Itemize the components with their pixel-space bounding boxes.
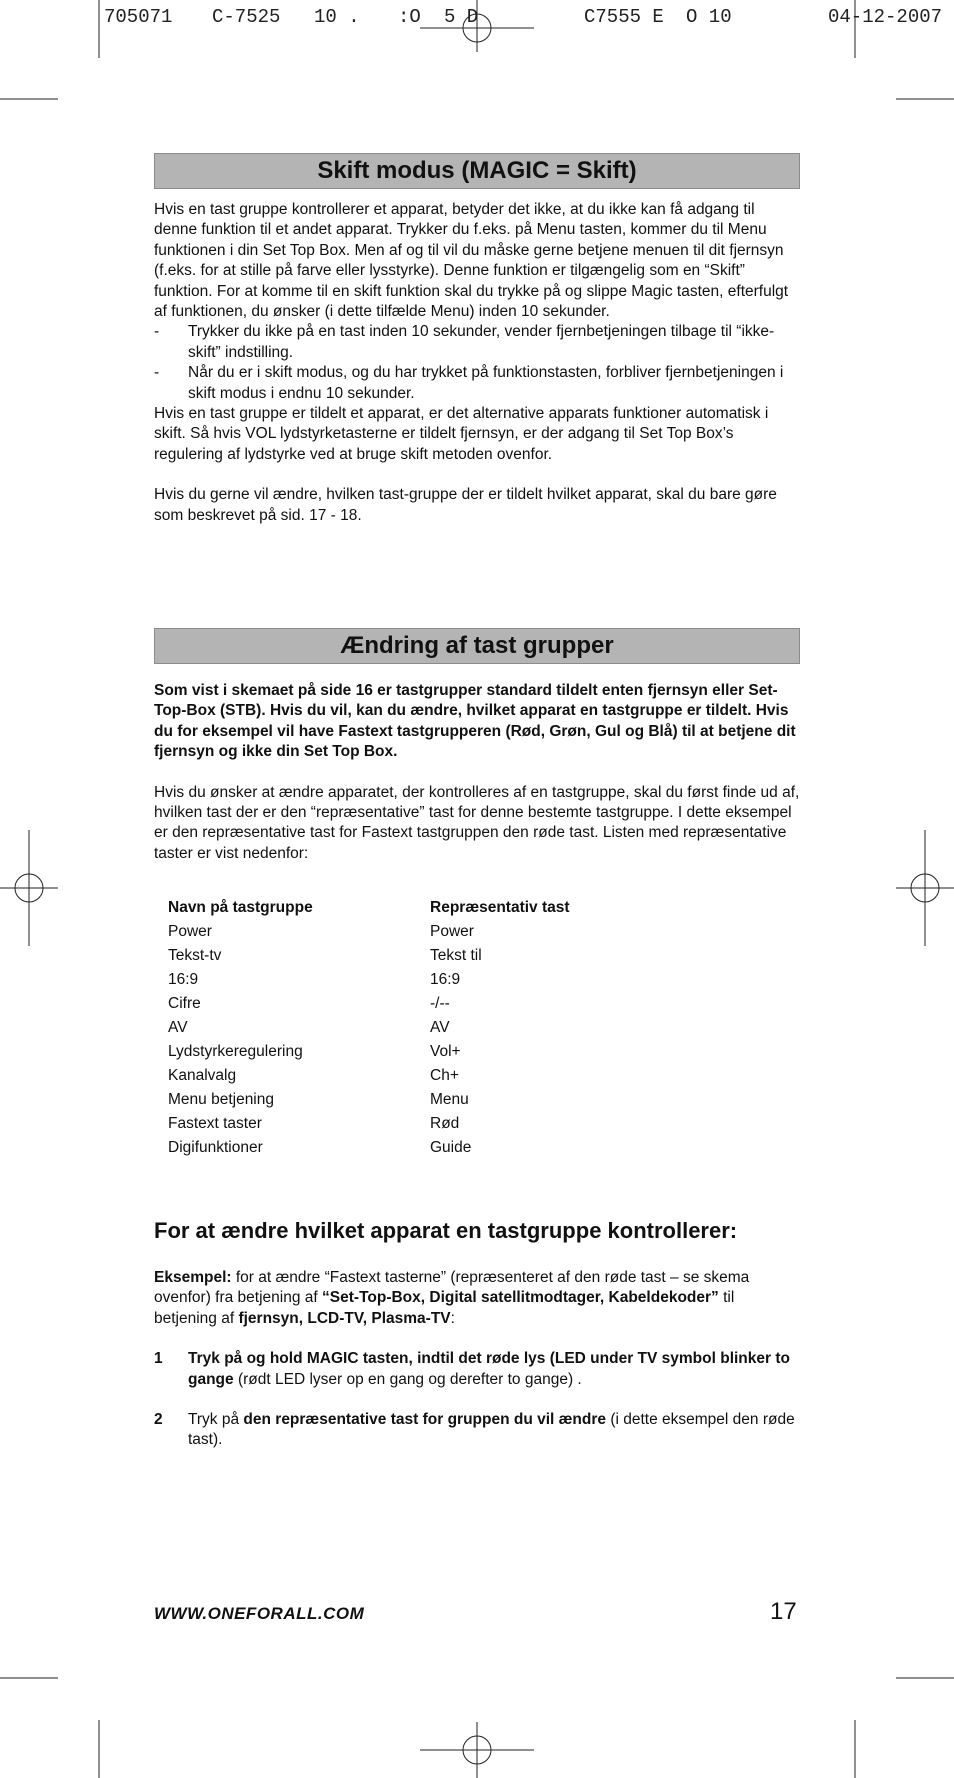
step-text [188,1410,800,1451]
table-cell: 16:9 [430,971,461,988]
section-title-skift-modus: Skift modus (MAGIC = Skift) [154,153,800,189]
table-cell: Fastext taster [168,1115,262,1132]
step-plain-text: Tryk på [188,1411,244,1429]
section1-body [154,200,800,526]
step-bold-text: Tryk på og hold MAGIC tasten, indtil det røde lys (LED under TV symbol blinker to gange [188,1350,790,1388]
header-frag3: O 10 [686,6,732,28]
step-item [154,1410,800,1451]
table-cell: Tekst til [430,947,482,964]
table-cell: Tekst-tv [168,947,222,964]
header-num: 10 . [314,6,360,28]
step-number: 1 [154,1350,163,1368]
section2-intro: Som vist i skemaet på side 16 er tastgrupper standard tildelt enten fjernsyn eller Set-Top-Box (STB). Hvis du vil, kan du ændre, hvilket apparat en tastgruppe er tildelt. Hvis du for eksempel vil have Fastext tastgrupperen (Rød, Grøn, Gul og Blå) til at betjene dit fjernsyn og ikke din Set Top Box. [154,682,796,761]
table-cell: Power [430,923,474,940]
table-header-cell: Navn på tastgruppe [168,899,313,916]
page-number: 17 [770,1598,797,1625]
example-bold-text: “Set-Top-Box, Digital satellitmodtager, Kabeldekoder” [322,1289,719,1307]
example-paragraph [154,1268,800,1329]
table-cell: -/-- [430,995,450,1012]
bullet-item: - Trykker du ikke på en tast inden 10 sekunder, vender fjernbetjeningen tilbage til “ikke-skift” indstilling. [154,322,800,363]
table-cell: Rød [430,1115,460,1132]
section1-para2: Hvis en tast gruppe er tildelt et apparat, er det alternative apparats funktioner automatisk i skift. Så hvis VOL lydstyrketasterne er tildelt fjernsyn, er der adgang til Set Top Box’s regulering af lydstyrke ved at bruge skift metoden ovenfor. [154,405,769,463]
step-plain-text: (i dette eksempel den røde tast). [188,1411,795,1449]
table-header-cell: Repræsentativ tast [430,899,570,916]
table-cell: Power [168,923,212,940]
step-number: 2 [154,1411,163,1429]
table-row [168,1112,690,1136]
step-item [154,1349,800,1390]
section-title-aendring: Ændring af tast grupper [154,628,800,664]
table-header-row [168,896,690,920]
table-cell: AV [168,1019,188,1036]
table-cell: Ch+ [430,1067,459,1084]
example-bold-text: fjernsyn, LCD-TV, Plasma-TV [238,1309,451,1327]
table-row [168,1040,690,1064]
example-text: til betjening af [154,1289,735,1327]
bullet-item: - Når du er i skift modus, og du har trykket på funktionstasten, forbliver fjernbetjeningen i skift modus i endnu 10 sekunder. [154,363,800,404]
header-date: 04-12-2007 [828,6,943,28]
step-text [188,1349,800,1390]
section1-para3: Hvis du gerne vil ændre, hvilken tast-gruppe der er tildelt hvilket apparat, skal du bare gøre som beskrevet på sid. 17 - 18. [154,486,777,524]
example-text: : [450,1309,455,1327]
section3-heading: For at ændre hvilket apparat en tastgruppe kontrollerer: [154,1218,738,1243]
header-code: 705071 [104,6,173,28]
footer-url: WWW.ONEFORALL.COM [154,1604,365,1623]
table-cell: Cifre [168,995,201,1012]
header-frag: :O [398,6,421,28]
table-row [168,920,690,944]
table-cell: Digifunktioner [168,1139,263,1156]
section2-para: Hvis du ønsker at ændre apparatet, der kontrolleres af en tastgruppe, skal du først finde ud af, hvilken tast der er den “repræsentative” tast for denne bestemte tastgruppe. I dette eksempel er den repræsentative tast for Fastext tastgruppen den røde tast. Listen med repræsentative taster er vist nedenfor: [154,783,800,862]
example-text: for at ændre “Fastext tasterne” (repræsenteret af den røde tast – se skema ovenfor) fra betjening af [154,1269,750,1307]
table-cell: Menu betjening [168,1091,274,1108]
representative-keys-table [168,896,690,1160]
table-row [168,944,690,968]
step-bold-text: den repræsentative tast for gruppen du vil ændre [243,1411,607,1429]
table-row [168,968,690,992]
step-plain-text: (rødt LED lyser op en gang og derefter to gange) . [233,1370,582,1388]
section3-body [154,1268,800,1451]
bullet-text: Trykker du ikke på en tast inden 10 sekunder, vender fjernbetjeningen tilbage til “ikke-skift” indstilling. [188,323,775,361]
table-cell: Kanalvalg [168,1067,237,1084]
table-cell: Lydstyrkeregulering [168,1043,303,1060]
table-row [168,1064,690,1088]
section1-para1: Hvis en tast gruppe kontrollerer et apparat, betyder det ikke, at du ikke kan få adgang til denne funktion til et andet apparat. Trykker du f.eks. på Menu tasten, kommer du til Menu funktionen i din Set Top Box. Men af og til vil du måske gerne betjene menuen til dit fjernsyn (f.eks. for at stille på farve eller lysstyrke). Denne funktion er tilgængelig som en “Skift” funktion. For at komme til en skift funktion skal du trykke på og slippe Magic tasten, efterfulgt af funktionen, du ønsker (i dette tilfælde Menu) inden 10 sekunder. [154,201,789,321]
table-row [168,1088,690,1112]
table-row [168,992,690,1016]
header-model-a: C-7525 [212,6,281,28]
header-model-b: C7555 E [584,6,664,28]
table-cell: 16:9 [168,971,199,988]
bullet-text: Når du er i skift modus, og du har trykket på funktionstasten, forbliver fjernbetjeningen i skift modus i endnu 10 sekunder. [188,364,784,402]
table-cell: Menu [430,1091,469,1108]
example-label: Eksempel: [154,1269,232,1286]
table-cell: Vol+ [430,1043,461,1060]
table-row [168,1136,690,1160]
section2-body [154,681,800,864]
table-cell: Guide [430,1139,472,1156]
table-cell: AV [430,1019,450,1036]
print-header [104,6,954,28]
header-frag2: 5 D [444,6,479,28]
table-row [168,1016,690,1040]
